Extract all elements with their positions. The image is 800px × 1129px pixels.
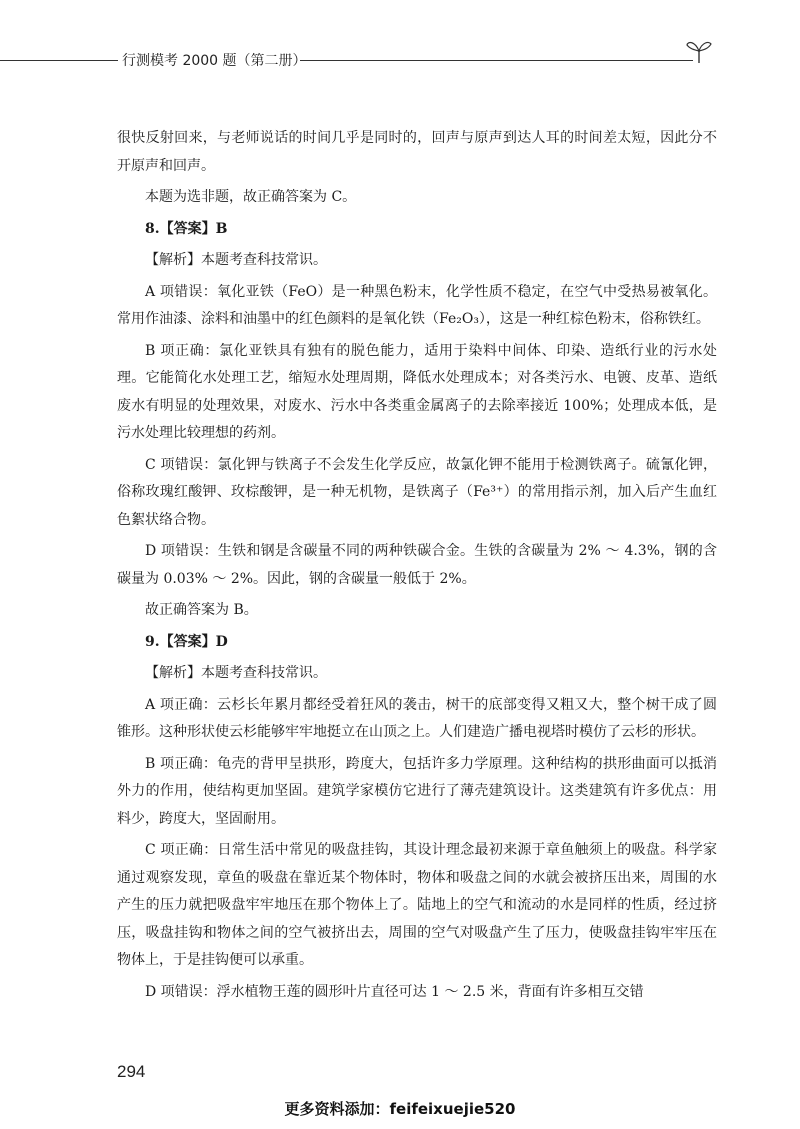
- paragraph: D 项错误：生铁和钢是含碳量不同的两种铁碳合金。生铁的含碳量为 2% ～ 4.3%，钢的含碳量为 0.03% ～ 2%。因此，钢的含碳量一般低于 2%。: [117, 543, 717, 587]
- analysis-heading: 【解析】本题考查科技常识。: [145, 252, 327, 268]
- paragraph: B 项正确：氯化亚铁具有独有的脱色能力，适用于染料中间体、印染、造纸行业的污水处理。它能简化水处理工艺，缩短水处理周期，降低水处理成本；对各类污水、电镀、皮革、造纸废水有明显的处理效果，对废水、污水中各类重金属离子的去除率接近 100%；处理成本低，是污水处理比较理想的药剂。: [117, 342, 717, 441]
- analysis-heading: 【解析】本题考查科技常识。: [145, 665, 327, 681]
- paragraph-continuation: 很快反射回来，与老师说话的时间几乎是同时的，回声与原声到达人耳的时间差太短，因此分不开原声和回声。: [117, 130, 717, 174]
- paragraph: D 项错误：浮水植物王莲的圆形叶片直径可达 1 ～ 2.5 米，背面有许多相互交错: [145, 983, 644, 1000]
- footer-note: 更多资料添加：feifeixuejie520: [284, 1100, 516, 1118]
- paragraph: B 项正确：龟壳的背甲呈拱形，跨度大，包括许多力学原理。这种结构的拱形曲面可以抵消外力的作用，使结构更加坚固。建筑学家模仿它进行了薄壳建筑设计。这类建筑有许多优点：用料少，跨度大，坚固耐用。: [117, 755, 717, 827]
- paragraph: 本题为选非题，故正确答案为 C。: [145, 189, 357, 205]
- page-body: [117, 125, 717, 1010]
- header-rule-right: [300, 60, 693, 61]
- paragraph: C 项错误：氯化钾与铁离子不会发生化学反应，故氯化钾不能用于检测铁离子。硫氰化钾，俗称玫瑰红酸钾、玫棕酸钾，是一种无机物，是铁离子（Fe³⁺）的常用指示剂，加入后产生血红色絮状络合物。: [117, 456, 717, 528]
- sprout-icon: [684, 38, 714, 64]
- page-header: [0, 38, 800, 78]
- paragraph: C 项正确：日常生活中常见的吸盘挂钩，其设计理念最初来源于章鱼触须上的吸盘。科学家通过观察发现，章鱼的吸盘在靠近某个物体时，物体和吸盘之间的水就会被挤压出来，周围的水产生的压力就把吸盘牢牢地压在那个物体上了。陆地上的空气和流动的水是同样的性质，经过挤压，吸盘挂钩和物体之间的空气被挤出去，周围的空气对吸盘产生了压力，使吸盘挂钩牢牢压在物体上，于是挂钩便可以承重。: [117, 842, 717, 968]
- header-rule-left: [0, 60, 118, 61]
- paragraph: A 项错误：氧化亚铁（FeO）是一种黑色粉末，化学性质不稳定，在空气中受热易被氧化。常用作油漆、涂料和油墨中的红色颜料的是氧化铁（Fe₂O₃），这是一种红棕色粉末，俗称铁红。: [117, 283, 717, 327]
- paragraph: A 项正确：云杉长年累月都经受着狂风的袭击，树干的底部变得又粗又大，整个树干成了圆锥形。这种形状使云杉能够牢牢地挺立在山顶之上。人们建造广播电视塔时模仿了云杉的形状。: [117, 696, 717, 740]
- paragraph: 故正确答案为 B。: [145, 602, 258, 618]
- running-header-title: 行测模考 2000 题（第二册）: [122, 53, 307, 69]
- page-number: 294: [117, 1062, 146, 1081]
- answer-heading: 9.【答案】D: [145, 633, 228, 650]
- answer-heading: 8.【答案】B: [145, 220, 228, 237]
